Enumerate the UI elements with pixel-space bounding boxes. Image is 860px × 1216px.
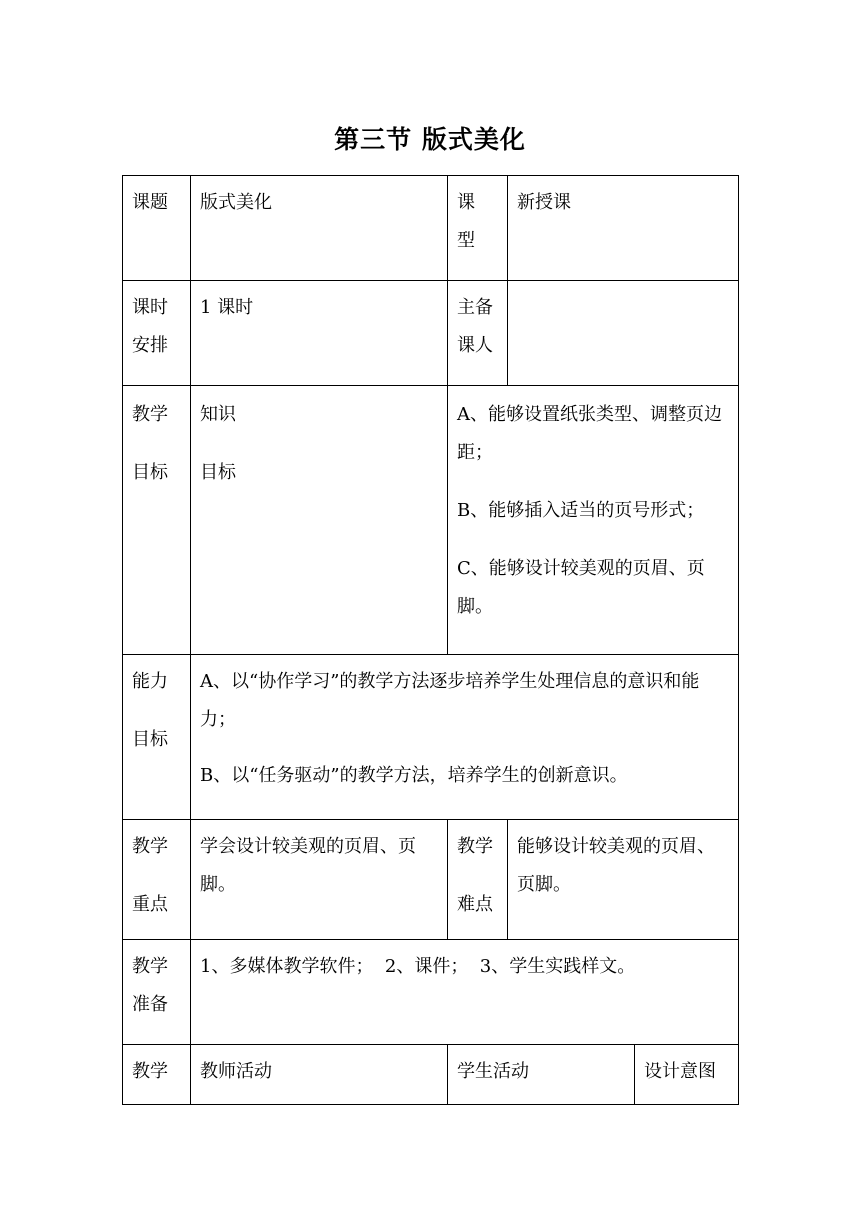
lesson-type-value: 新授课 <box>508 176 739 281</box>
table-row-teaching-goals <box>123 386 739 655</box>
table-row-key-points <box>123 820 739 940</box>
table-row-topic <box>123 176 739 281</box>
difficult-points-label: 教学难点 <box>448 820 508 940</box>
process-label: 教学 <box>123 1045 191 1105</box>
topic-label: 课题 <box>123 176 191 281</box>
key-points-label: 教学重点 <box>123 820 191 940</box>
knowledge-goals-label: 知识目标 <box>191 386 448 655</box>
teacher-activity-header: 教师活动 <box>191 1045 448 1105</box>
lesson-plan-table <box>122 175 739 1105</box>
knowledge-goal-item: A、能够设置纸张类型、调整页边距； <box>457 404 722 463</box>
topic-value: 版式美化 <box>191 176 448 281</box>
table-row-schedule <box>123 281 739 386</box>
table-row-process-header <box>123 1045 739 1105</box>
page-title: 第三节 版式美化 <box>334 125 526 154</box>
knowledge-goals-list <box>448 386 739 655</box>
lesson-type-label: 课型 <box>448 176 508 281</box>
knowledge-goal-item: C、能够设计较美观的页眉、页脚。 <box>457 558 705 617</box>
lead-preparer-label: 主备课人 <box>448 281 508 386</box>
ability-goal-item: B、以“任务驱动”的教学方法，培养学生的创新意识。 <box>200 765 628 786</box>
preparation-label: 教学准备 <box>123 940 191 1045</box>
ability-goals-label: 能力目标 <box>123 655 191 820</box>
preparation-value: 1、多媒体教学软件； 2、课件； 3、学生实践样文。 <box>191 940 739 1045</box>
knowledge-goal-item: B、能够插入适当的页号形式； <box>457 500 705 521</box>
key-points-value: 学会设计较美观的页眉、页脚。 <box>191 820 448 940</box>
ability-goal-item: A、以“协作学习”的教学方法逐步培养学生处理信息的意识和能力； <box>200 671 700 730</box>
schedule-label: 课时安排 <box>123 281 191 386</box>
difficult-points-value: 能够设计较美观的页眉、页脚。 <box>508 820 739 940</box>
table-row-preparation <box>123 940 739 1045</box>
lead-preparer-value <box>508 281 739 386</box>
student-activity-header: 学生活动 <box>448 1045 635 1105</box>
ability-goals-list <box>191 655 739 820</box>
teaching-goals-label: 教学目标 <box>123 386 191 655</box>
table-row-ability-goals <box>123 655 739 820</box>
schedule-value: 1 课时 <box>191 281 448 386</box>
design-intent-header: 设计意图 <box>635 1045 739 1105</box>
